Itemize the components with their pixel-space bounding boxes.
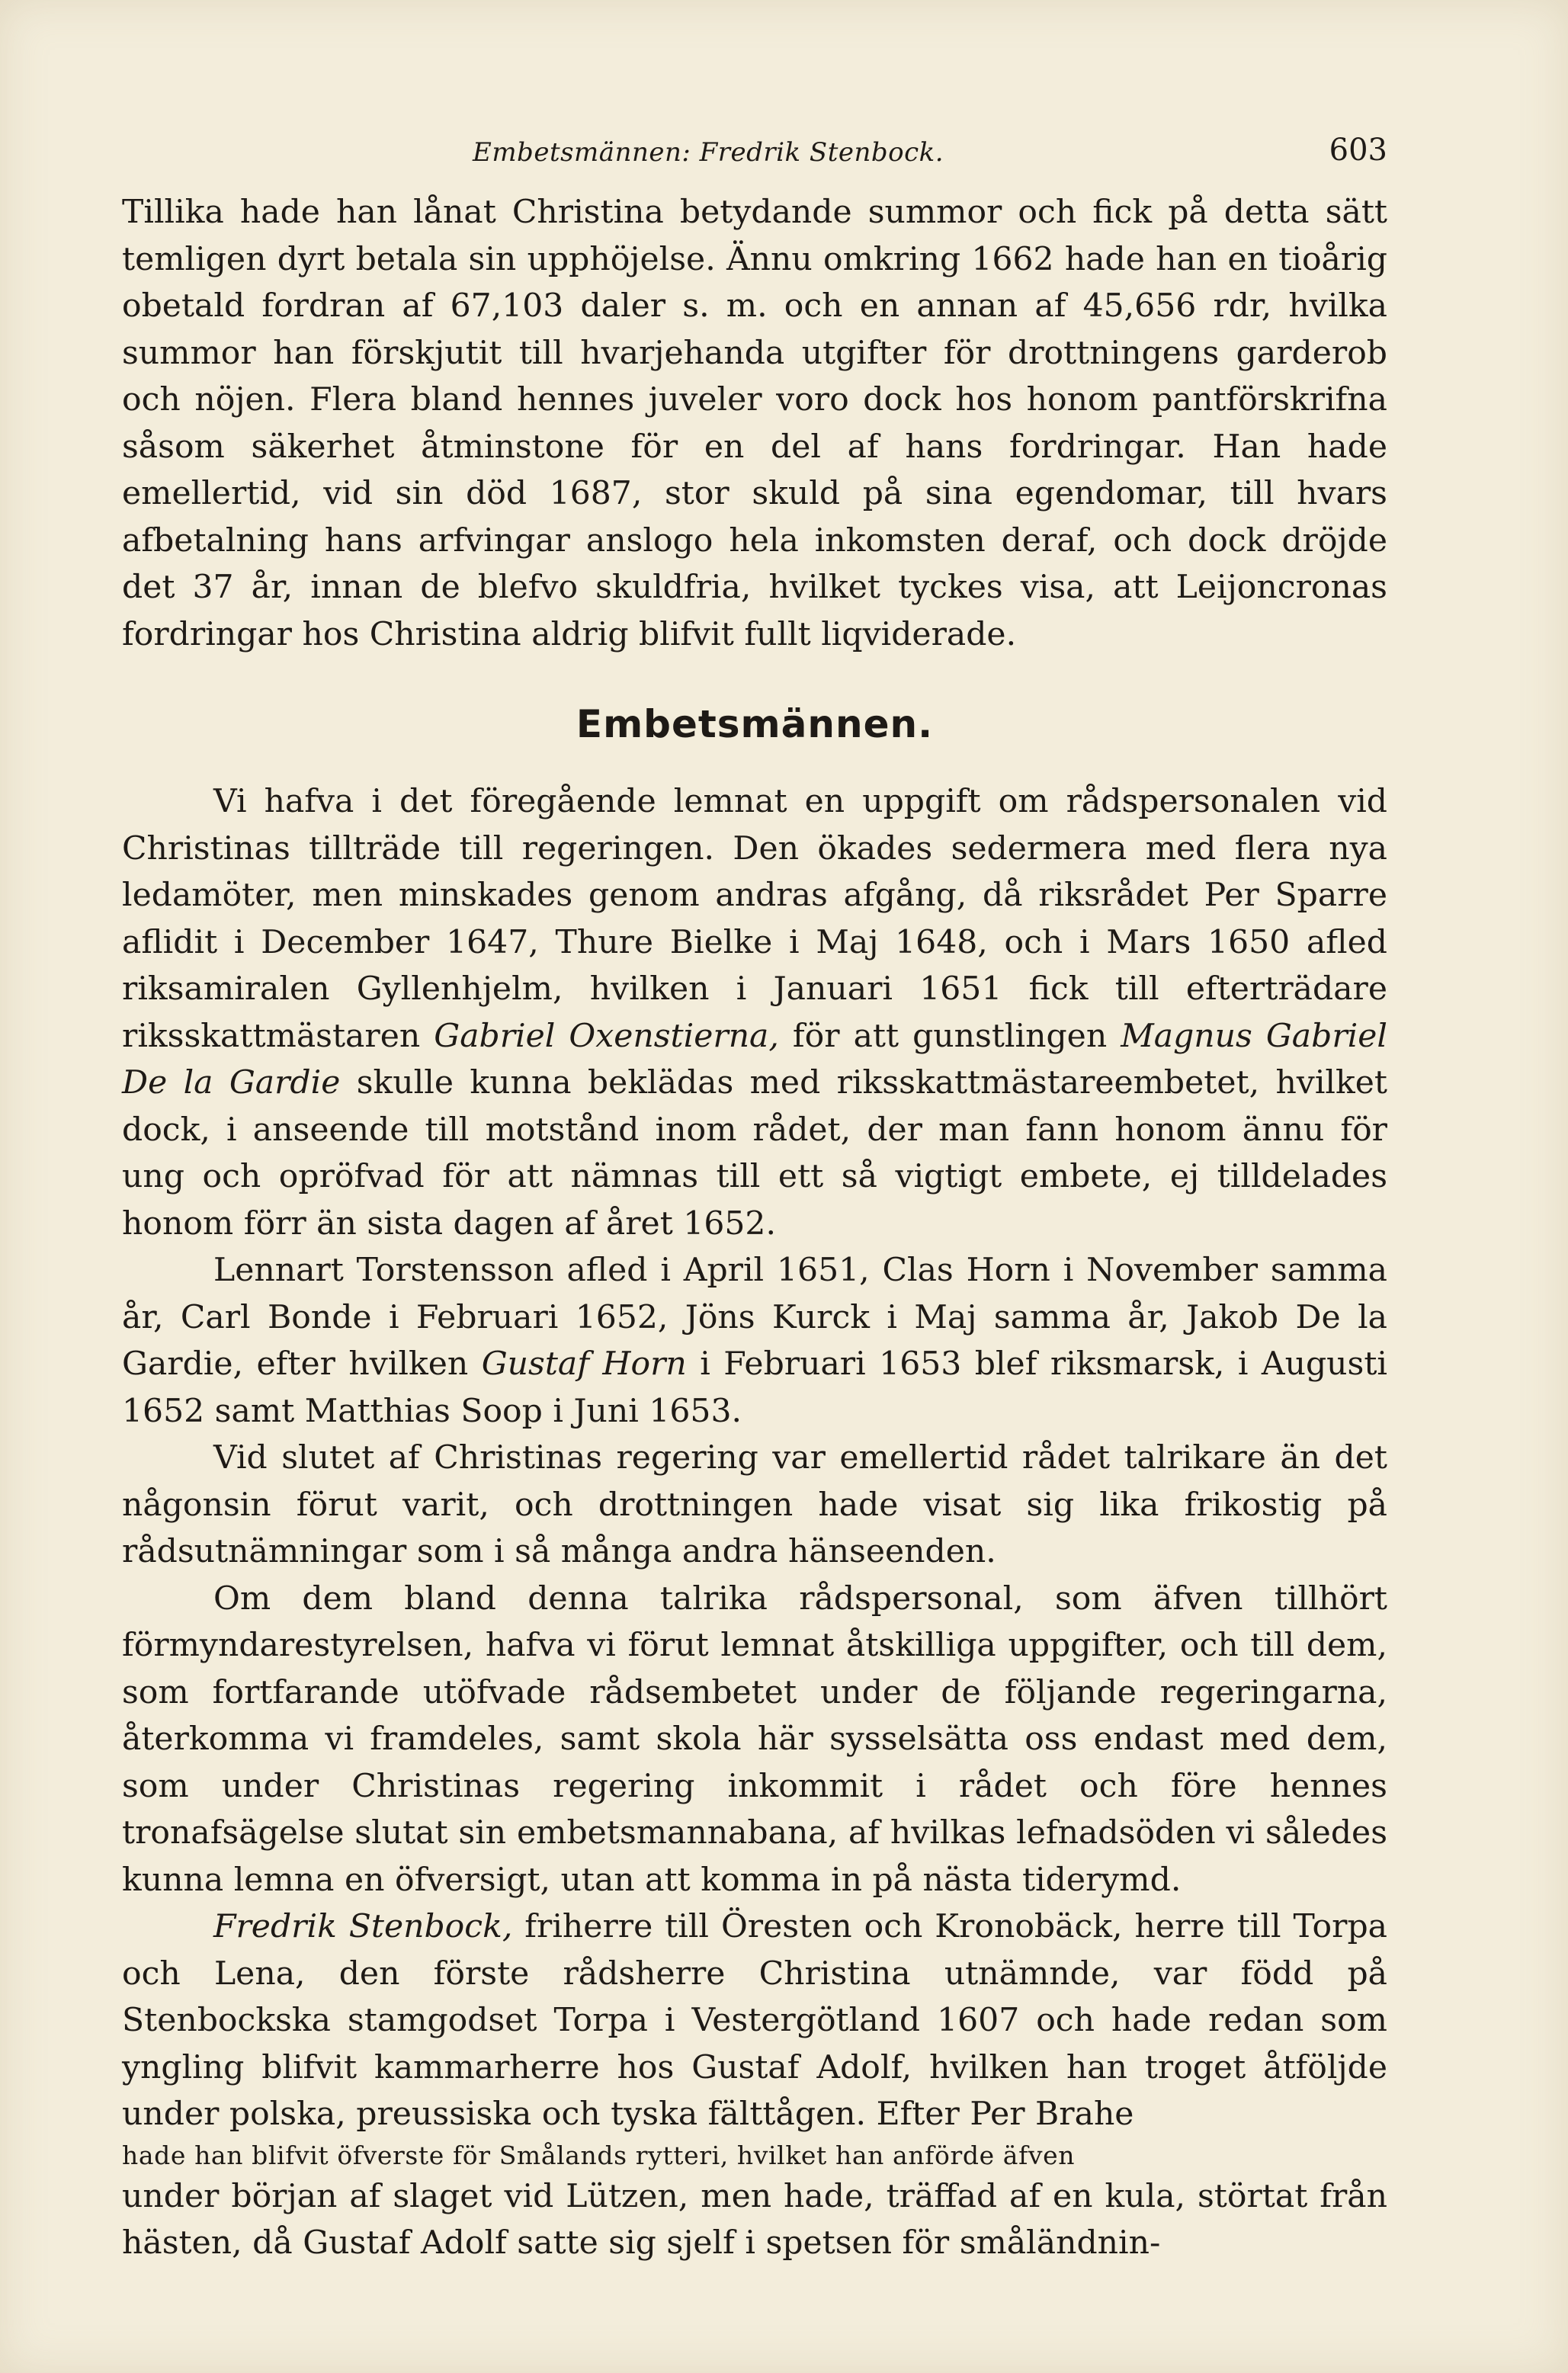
text-run: för att gunstlingen — [778, 1017, 1121, 1055]
paragraph-council-changes — [122, 778, 1387, 1247]
person-name-gustaf-horn: Gustaf Horn — [481, 1345, 687, 1383]
paragraph-council-deaths — [122, 1247, 1387, 1435]
paragraph-council-size: Vid slutet af Christinas regering var emellertid rådet talrikare än det någonsin förut varit, och drottningen hade visat sig lika frikostig på rådsutnämningar som i så många andra hänseenden. — [122, 1439, 1387, 1570]
text-run: i Februari 1653 blef riksmarsk, i Augusti 1652 samt Matthias Soop i Juni 1653. — [122, 1345, 1387, 1430]
person-name-gabriel-oxenstierna: Gabriel Oxenstierna, — [434, 1017, 779, 1055]
running-head — [122, 130, 1387, 175]
section-heading: Embetsmännen. — [576, 702, 934, 746]
text-run: skulle kunna beklädas med riksskattmästareembetet, hvilket dock, i anseende till motstånd inom rådet, der man fann honom ännu för ung och opröfvad för att nämnas till ett så vigtigt embete, ej tilldelades honom förr än sista dagen af året 1652. — [122, 1064, 1387, 1243]
paragraph-overview: Om dem bland denna talrika rådspersonal, som äfven tillhört förmyndarestyrelsen, hafva vi förut lemnat åtskilliga uppgifter, och till dem, som fortfarande utöfvade rådsembetet under de följande regeringarna, återkomma vi framdeles, samt skola här sysselsätta oss endast med dem, som under Christinas regering inkommit i rådet och före hennes tronafsägelse slutat sin embetsmannabana, af hvilkas lefnadsöden vi således kunna lemna en öfversigt, utan att komma in på nästa tiderymd. — [122, 1579, 1387, 1899]
text-run: friherre till Öresten och Kronobäck, herre till Torpa och Lena, den förste rådsherre Christina utnämnde, var född på Stenbockska stamgodset Torpa i Vestergötland 1607 och hade redan som yngling blifvit kammarherre hos Gustaf Adolf, hvilken han troget åtföljde under polska, preussiska och tyska fälttågen. Efter Per Brahe — [122, 1908, 1387, 2133]
paragraph-leijoncrona-debts: Tillika hade han lånat Christina betydande summor och fick på detta sätt temligen dyrt betala sin upphöjelse. Ännu omkring 1662 hade han en tioårig obetald fordran af 67,103 daler s. m. och en annan af 45,656 rdr, hvilka summor han förskjutit till hvarjehanda utgifter för drottningens garderob och nöjen. Flera bland hennes juveler voro dock hos honom pantförskrifna såsom säkerhet åtminstone för en del af hans fordringar. Han hade emellertid, vid sin död 1687, stor skuld på sina egendomar, till hvars afbetalning hans arfvingar anslogo hela inkomsten deraf, och dock dröjde det 37 år, innan de blefvo skuldfria, hvilket tyckes visa, att Leijoncronas fordringar hos Christina aldrig blifvit fullt liqviderade. — [122, 194, 1387, 653]
text-run: Vi hafva i det föregående lemnat en uppgift om rådspersonalen vid Christinas tillträde till regeringen. Den ökades sedermera med flera nya ledamöter, men minskades genom andras afgång, då riksrådet Per Sparre aflidit i December 1647, Thure Bielke i Maj 1648, och i Mars 1650 afled riksamiralen Gyllenhjelm, hvilken i Januari 1651 fick till efterträdare riksskattmästaren — [122, 783, 1387, 1055]
text-block — [122, 130, 1387, 2267]
person-name-magnus-de-la-gardie: Magnus Gabriel De la Gardie — [122, 1017, 1387, 1102]
page-number: 603 — [1329, 133, 1387, 168]
paragraph-fredrik-stenbock — [122, 1903, 1387, 2138]
text-run: Lennart Torstensson afled i April 1651, Clas Horn i November samma år, Carl Bonde i Februari 1652, Jöns Kurck i Maj samma år, Jakob De la Gardie, efter hvilken — [122, 1252, 1387, 1383]
person-name-fredrik-stenbock: Fredrik Stenbock, — [213, 1908, 513, 1945]
running-title: Embetsmännen: Fredrik Stenbock. — [473, 137, 944, 168]
paragraph-fredrik-stenbock-continued: under början af slaget vid Lützen, men hade, träffad af en kula, störtat från hästen, då Gustaf Adolf satte sig sjelf i spetsen för småländnin- — [122, 2177, 1387, 2262]
small-type-line: hade han blifvit öfverste för Smålands rytteri, hvilket han anförde äfven — [122, 2140, 1076, 2170]
